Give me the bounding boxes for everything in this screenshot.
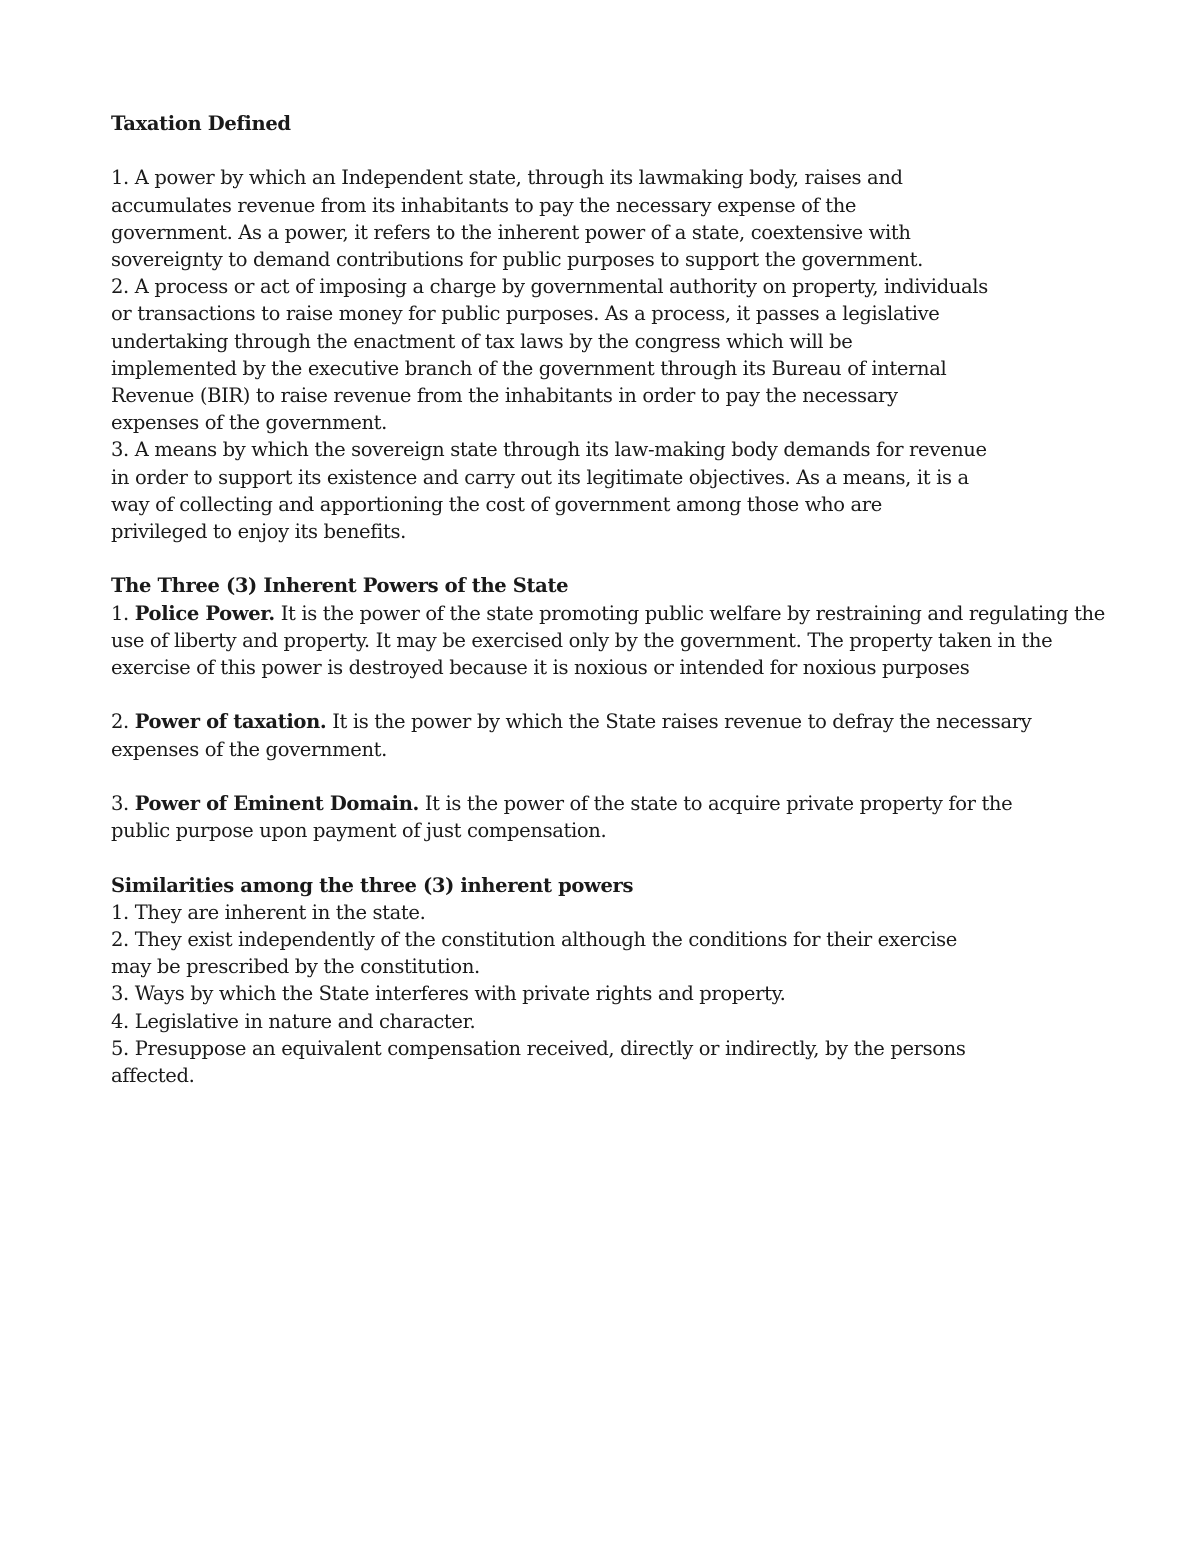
- paragraph-line: exercise of this power is destroyed because it is noxious or intended for noxious purposes: [111, 656, 970, 680]
- paragraph-line: undertaking through the enactment of tax laws by the congress which will be: [111, 329, 853, 353]
- police-power-item: [111, 600, 1111, 627]
- list-item: 1. They are inherent in the state.: [111, 900, 426, 924]
- paragraph-line: implemented by the executive branch of the government through its Bureau of internal: [111, 356, 947, 380]
- power-of-taxation-item: [111, 708, 1111, 735]
- item-term: Power of taxation.: [134, 710, 327, 734]
- document-page: [111, 110, 1111, 1089]
- list-item: affected.: [111, 1064, 195, 1088]
- item-text: It is the power by which the State raises revenue to defray the necessary: [326, 710, 1032, 734]
- paragraph-line: way of collecting and apportioning the cost of government among those who are: [111, 492, 882, 516]
- paragraph-line: privileged to enjoy its benefits.: [111, 520, 406, 544]
- section-heading-similarities: Similarities among the three (3) inherent powers: [111, 873, 634, 897]
- item-text: It is the power of the state promoting public welfare by restraining and regulating the: [274, 601, 1105, 625]
- list-item: 5. Presuppose an equivalent compensation received, directly or indirectly, by the persons: [111, 1036, 966, 1060]
- paragraph-line: use of liberty and property. It may be exercised only by the government. The property taken in the: [111, 628, 1053, 652]
- item-number: 3.: [111, 792, 135, 816]
- paragraph-line: expenses of the government.: [111, 737, 387, 761]
- list-item: 3. Ways by which the State interferes with private rights and property.: [111, 982, 786, 1006]
- paragraph-line: Revenue (BIR) to raise revenue from the inhabitants in order to pay the necessary: [111, 384, 898, 408]
- paragraph-line: accumulates revenue from its inhabitants to pay the necessary expense of the: [111, 193, 857, 217]
- eminent-domain-item: [111, 790, 1111, 817]
- paragraph-line: 1. A power by which an Independent state, through its lawmaking body, raises and: [111, 166, 903, 190]
- item-term: Police Power.: [134, 601, 275, 625]
- item-number: 2.: [111, 710, 135, 734]
- paragraph-line: sovereignty to demand contributions for public purposes to support the government.: [111, 248, 923, 271]
- paragraph-line: expenses of the government.: [111, 411, 387, 435]
- item-text: It is the power of the state to acquire private property for the: [418, 792, 1013, 816]
- paragraph-line: or transactions to raise money for public purposes. As a process, it passes a legislative: [111, 302, 940, 326]
- spacer: [111, 545, 1111, 572]
- list-item: 2. They exist independently of the constitution although the conditions for their exercise: [111, 928, 957, 952]
- paragraph-line: government. As a power, it refers to the inherent power of a state, coextensive with: [111, 220, 911, 244]
- item-number: 1.: [111, 601, 135, 625]
- spacer: [111, 844, 1111, 871]
- paragraph-line: 3. A means by which the sovereign state through its law-making body demands for revenue: [111, 438, 987, 462]
- paragraph-line: public purpose upon payment of just compensation.: [111, 819, 607, 843]
- section-heading-inherent-powers: The Three (3) Inherent Powers of the State: [111, 574, 569, 598]
- spacer: [111, 137, 1111, 164]
- list-item: 4. Legislative in nature and character.: [111, 1009, 476, 1033]
- item-term: Power of Eminent Domain.: [134, 792, 419, 816]
- paragraph-line: in order to support its existence and carry out its legitimate objectives. As a means, it is a: [111, 465, 969, 489]
- spacer: [111, 763, 1111, 790]
- list-item: may be prescribed by the constitution.: [111, 955, 480, 979]
- section-heading-taxation-defined: Taxation Defined: [111, 112, 291, 135]
- paragraph-line: 2. A process or act of imposing a charge by governmental authority on property, individuals: [111, 275, 988, 299]
- spacer: [111, 681, 1111, 708]
